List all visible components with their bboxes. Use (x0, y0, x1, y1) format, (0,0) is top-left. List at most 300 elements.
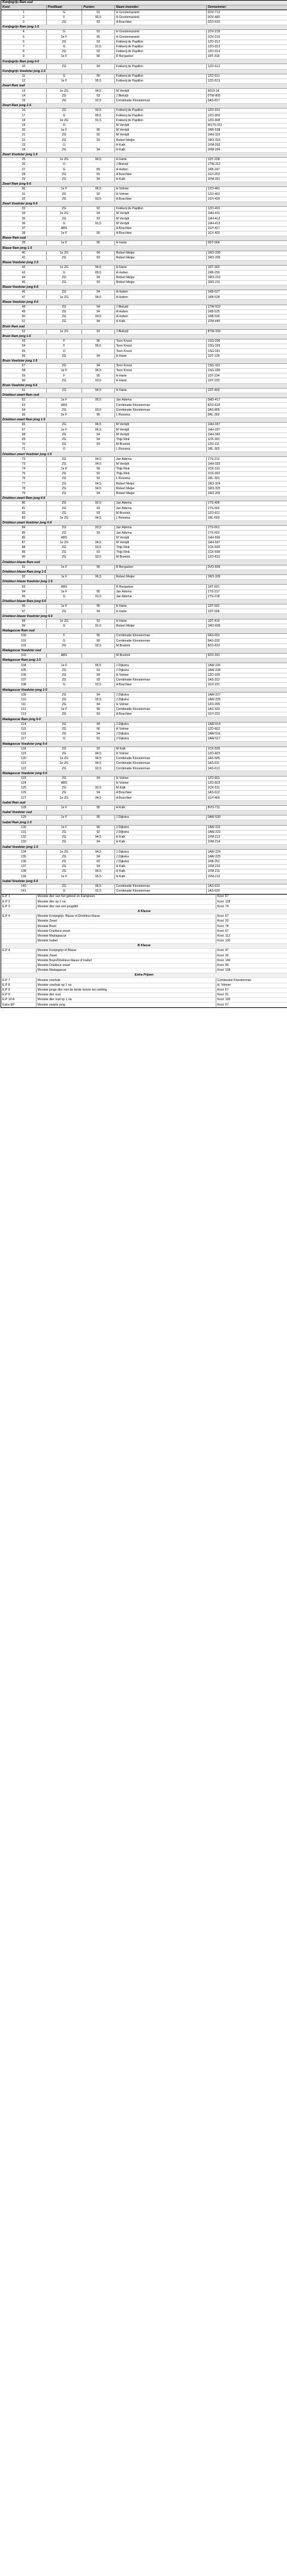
cell-kooi: 109 (1, 693, 46, 697)
prize-row (1, 924, 287, 929)
cell-oornummer: 1TW-312 (206, 162, 287, 167)
cell-punten: 92,5 (82, 697, 114, 702)
cell-naam: J Dijkstra (114, 737, 206, 742)
prize-description: Mooiste Madagascar (36, 968, 216, 973)
cell-kooi: 13 (1, 89, 46, 94)
section-title: Konijngrijs Ram jong 6-6 (1, 59, 287, 64)
table-row (1, 501, 287, 506)
section-header (1, 1, 287, 5)
cell-oornummer: 1ZO-602 (206, 727, 287, 732)
cell-oornummer: 1RO-606 (206, 624, 287, 628)
cell-oornummer: 1FM-210 (206, 865, 287, 869)
table-row (1, 781, 287, 786)
cell-naam: H Harte (114, 354, 206, 359)
cell-naam: M Verrijdt (114, 540, 206, 545)
table-row (1, 545, 287, 550)
cell-predikaat: ZG (46, 172, 82, 177)
cell-predikaat: 1e F (46, 604, 82, 609)
cell-kooi: 83 (1, 516, 46, 520)
cell-oornummer: 1ZO-314 (206, 49, 287, 54)
cell-oornummer: 1FM-214 (206, 840, 287, 845)
cell-punten: 93,5 (82, 766, 114, 771)
cell-punten: 95,5 (82, 398, 114, 403)
cell-kooi: 43 (1, 270, 46, 275)
col-header-naam: Naam Inzender: (114, 5, 206, 10)
cell-predikaat: ZG (46, 526, 82, 531)
section-title: Konijngrijs Voedster jong 1-5 (1, 69, 287, 74)
cell-punten: 94 (82, 148, 114, 152)
cell-oornummer: 1CK-101 (206, 467, 287, 471)
cell-punten: 94 (82, 354, 114, 359)
cell-punten: 91 (82, 30, 114, 35)
prize-description: Mooiste dier oud (36, 992, 216, 997)
cell-predikaat: ZG (46, 506, 82, 511)
table-row (1, 20, 287, 25)
cell-predikaat: 1e F (46, 428, 82, 432)
cell-oornummer: 0ZO-533 (206, 20, 287, 25)
section-title: Driekleur-blauw Voedster jong 1-5 (1, 580, 287, 585)
prize-group-title: A Klasse (1, 909, 287, 914)
table-row (1, 653, 287, 658)
cell-naam: Combinatie Kloosterman (114, 678, 206, 682)
cell-punten (82, 535, 114, 540)
cell-oornummer: 1HH-333 (206, 462, 287, 467)
cell-kooi: 100 (1, 634, 46, 639)
cell-naam: Fokkerij de Papillon (114, 206, 206, 211)
cell-oornummer: 1AW-224 (206, 850, 287, 854)
table-row (1, 491, 287, 496)
cell-naam: Robert Meijer (114, 255, 206, 260)
cell-naam: H Kalk (114, 805, 206, 810)
cell-punten: 94 (82, 776, 114, 781)
cell-naam: M Verrijdt (114, 216, 206, 221)
cell-naam: A Hutten (114, 167, 206, 172)
prize-code: E.P 8 (1, 983, 36, 988)
section-title: Blauw Voedster jong 1-5 (1, 260, 287, 265)
cell-punten: 92 (82, 329, 114, 334)
cell-punten: 94 (82, 437, 114, 442)
cell-punten: 93 (82, 712, 114, 717)
cell-punten: 96,5 (82, 574, 114, 579)
cell-naam: R Bergacker (114, 585, 206, 589)
cell-punten (82, 123, 114, 128)
cell-kooi: 71 (1, 447, 46, 452)
cell-kooi: 94 (1, 589, 46, 594)
cell-oornummer: 1DT-234 (206, 374, 287, 378)
cell-naam: H Harte (114, 378, 206, 383)
cell-oornummer: 1ZO-603 (206, 781, 287, 786)
cell-kooi: 58 (1, 369, 46, 374)
cell-predikaat: 1e F (46, 79, 82, 84)
cell-oornummer: 0AS-601 (206, 634, 287, 639)
cell-kooi: 16 (1, 109, 46, 113)
section-header (1, 182, 287, 186)
section-header (1, 845, 287, 850)
cell-oornummer: 1OV-219 (206, 35, 287, 40)
section-title: Zwart Ram jong 6-6 (1, 182, 287, 186)
cell-predikaat: ZG (46, 869, 82, 874)
cell-predikaat: ZG (46, 442, 82, 447)
cell-punten: 91,5 (82, 221, 114, 226)
table-row (1, 55, 287, 59)
cell-naam: H Kalk (114, 840, 206, 845)
table-row (1, 172, 287, 177)
cell-punten: 95 (82, 374, 114, 378)
prize-description: Mooiste voerbak op 1 na (36, 983, 216, 988)
cell-punten: 94 (82, 865, 114, 869)
cell-oornummer: 1ZO-610 (206, 555, 287, 560)
table-row (1, 751, 287, 756)
cell-naam: Robert Meijer (114, 138, 206, 143)
cell-predikaat: ABS (46, 226, 82, 231)
cell-predikaat: F (46, 344, 82, 349)
cell-kooi: 88 (1, 545, 46, 550)
cell-predikaat: 2e F (46, 413, 82, 417)
table-row (1, 428, 287, 432)
cell-predikaat: 1e F (46, 874, 82, 879)
cell-naam: L Roosma (114, 477, 206, 482)
cell-punten: 95 (82, 604, 114, 609)
section-title: Driekleur-blauw Ram oud (1, 560, 287, 565)
cell-naam: Thijs Rink (114, 467, 206, 471)
cell-kooi: 36 (1, 221, 46, 226)
cell-punten: 92 (82, 550, 114, 555)
cell-kooi: 5 (1, 35, 46, 40)
cell-predikaat: ZG (46, 668, 82, 673)
cell-naam: Combinatie Kloosterman (114, 408, 206, 413)
cell-oornummer: 0DT-904 (206, 241, 287, 246)
cell-punten: 94 (82, 840, 114, 845)
cell-punten: 92,5 (82, 643, 114, 648)
cell-kooi: 134 (1, 850, 46, 854)
prize-winner: Kooi: 30 (216, 953, 287, 958)
cell-oornummer: 1KB-526 (206, 315, 287, 320)
table-row (1, 604, 287, 609)
cell-predikaat: ZG (46, 555, 82, 560)
cell-punten: 95 (82, 467, 114, 471)
cell-naam: A Hutten (114, 309, 206, 314)
cell-kooi: 2 (1, 15, 46, 20)
cell-kooi: 120 (1, 756, 46, 761)
prize-winner: Kooi: 128 (216, 899, 287, 904)
cell-predikaat: ZG (46, 482, 82, 486)
cell-oornummer: 1KB-527 (206, 290, 287, 295)
cell-naam: Jan Adema (114, 398, 206, 403)
prize-winner: Kooi: 67 (216, 929, 287, 934)
cell-kooi: 81 (1, 506, 46, 511)
cell-predikaat: G (46, 30, 82, 35)
section-header (1, 452, 287, 457)
cell-punten: 92,5 (82, 501, 114, 506)
cell-predikaat: G (46, 167, 82, 172)
section-header (1, 285, 287, 290)
cell-predikaat: O (46, 143, 82, 148)
table-row (1, 683, 287, 688)
cell-naam: J Dijkstra (114, 668, 206, 673)
section-header (1, 520, 287, 525)
cell-predikaat: ZG (46, 830, 82, 835)
section-header (1, 771, 287, 776)
cell-kooi: 15 (1, 98, 46, 103)
prize-description: Mooiste zwarte jong (36, 1003, 216, 1007)
cell-oornummer: 1TS-217 (206, 589, 287, 594)
cell-punten: 96,5 (82, 428, 114, 432)
table-row (1, 825, 287, 830)
cell-punten: 95 (82, 231, 114, 236)
cell-oornummer: 1HH-337 (206, 423, 287, 428)
cell-naam: Toon Knoot (114, 363, 206, 368)
cell-kooi: 25 (1, 158, 46, 162)
cell-predikaat: 1e F (46, 589, 82, 594)
cell-naam: H Volmer (114, 187, 206, 192)
cell-naam: M Verrijdt (114, 535, 206, 540)
cell-punten: 94,5 (82, 295, 114, 300)
cell-kooi: 1 (1, 10, 46, 15)
cell-kooi: 106 (1, 673, 46, 678)
table-row (1, 830, 287, 835)
cell-kooi: 12 (1, 79, 46, 84)
cell-punten: 94 (82, 64, 114, 69)
table-row (1, 226, 287, 231)
cell-naam: Robert Meijer (114, 491, 206, 496)
cell-kooi: 114 (1, 722, 46, 727)
cell-punten: 94 (82, 791, 114, 796)
table-row (1, 865, 287, 869)
cell-punten: 93 (82, 40, 114, 44)
cell-punten: 93 (82, 506, 114, 511)
table-row (1, 467, 287, 471)
cell-kooi: 49 (1, 309, 46, 314)
section-header (1, 801, 287, 805)
cell-kooi: 99 (1, 624, 46, 628)
table-row (1, 369, 287, 374)
cell-oornummer: 1DT-233 (206, 378, 287, 383)
cell-punten: 94,5 (82, 835, 114, 839)
cell-naam: A Boschker (114, 796, 206, 801)
table-row (1, 585, 287, 589)
cell-predikaat: G (46, 683, 82, 688)
cell-predikaat: 1e ZG (46, 212, 82, 216)
cell-oornummer: 1RL-302 (206, 447, 287, 452)
cell-kooi: 90 (1, 555, 46, 560)
cell-naam: Robert Meijer (114, 280, 206, 285)
cell-kooi: 107 (1, 678, 46, 682)
cell-naam: L Roosma (114, 413, 206, 417)
prize-row (1, 968, 287, 973)
cell-punten: 95,5 (82, 663, 114, 668)
cell-kooi: 55 (1, 349, 46, 354)
section-title: Madagascar Ram jong 6-6 (1, 717, 287, 722)
prize-row (1, 998, 287, 1003)
table-row (1, 10, 287, 15)
cell-predikaat: ZG (46, 835, 82, 839)
section-title: Bruin Voedster jong 1-5 (1, 359, 287, 363)
prize-group-title: Extra Prijzen (1, 973, 287, 978)
cell-oornummer: 1AS-505 (206, 756, 287, 761)
table-row (1, 266, 287, 270)
cell-predikaat: ZG (46, 511, 82, 516)
prize-winner: Kooi: 67 (216, 1003, 287, 1007)
cell-kooi: 64 (1, 408, 46, 413)
section-title: Isabel Voedster jong 1-5 (1, 845, 287, 850)
cell-naam: Fokkerij de Papillon (114, 109, 206, 113)
cell-punten: 93 (82, 20, 114, 25)
cell-oornummer: 1RO-324 (206, 482, 287, 486)
cell-kooi: 8 (1, 49, 46, 54)
cell-oornummer: 0AS-805 (206, 408, 287, 413)
table-row (1, 64, 287, 69)
cell-punten: 94,5 (82, 158, 114, 162)
cell-naam: M Brunink (114, 442, 206, 447)
prize-description: Mooiste jonge dier met de beste bonen ten stelling (36, 988, 216, 992)
cell-punten (82, 653, 114, 658)
section-title: Blauw Ram jong 1-5 (1, 246, 287, 251)
cell-naam: M Verrijdt (114, 133, 206, 138)
table-row (1, 251, 287, 255)
table-row (1, 158, 287, 162)
cell-punten: 94,5 (82, 266, 114, 270)
cell-naam: Toon Knoot (114, 369, 206, 374)
cell-oornummer: 1DT-501 (206, 604, 287, 609)
cell-oornummer: 9AS-332 (206, 639, 287, 643)
cell-oornummer: 1FM-203 (206, 143, 287, 148)
table-row (1, 472, 287, 477)
cell-oornummer: 1RO-205 (206, 255, 287, 260)
cell-predikaat: ZG (46, 280, 82, 285)
cell-naam: J Dijkstra (114, 722, 206, 727)
cell-naam: Thijs Rink (114, 437, 206, 442)
cell-oornummer: 1FM-440 (206, 320, 287, 324)
cell-predikaat: 1e F (46, 574, 82, 579)
cell-oornummer: 1ZO-105 (206, 673, 287, 678)
prize-code (1, 963, 36, 968)
cell-kooi: 67 (1, 428, 46, 432)
cell-punten: 96,5 (82, 369, 114, 374)
cell-kooi: 65 (1, 413, 46, 417)
cell-oornummer: 1KB-247 (206, 167, 287, 172)
cell-kooi: 113 (1, 712, 46, 717)
cell-kooi: 75 (1, 472, 46, 477)
table-row (1, 98, 287, 103)
cell-predikaat: ZG (46, 751, 82, 756)
cell-punten: 91 (82, 737, 114, 742)
cell-predikaat: ZG (46, 545, 82, 550)
table-row (1, 756, 287, 761)
cell-kooi: 133 (1, 840, 46, 845)
section-header (1, 820, 287, 825)
cell-predikaat: ZG (46, 197, 82, 201)
prize-row (1, 978, 287, 983)
cell-oornummer: 1FM-204 (206, 148, 287, 152)
cell-punten: 91,5 (82, 683, 114, 688)
cell-kooi: 31 (1, 192, 46, 197)
cell-oornummer: 1AS-611 (206, 762, 287, 766)
cell-punten: 95 (82, 589, 114, 594)
cell-kooi: 60 (1, 378, 46, 383)
prize-row (1, 934, 287, 938)
cell-oornummer: 1SG-330 (206, 369, 287, 374)
cell-punten: 93 (82, 255, 114, 260)
cell-kooi: 80 (1, 501, 46, 506)
cell-kooi: 54 (1, 344, 46, 349)
cell-naam: Thijs Rink (114, 550, 206, 555)
cell-kooi: 112 (1, 708, 46, 712)
section-header (1, 879, 287, 884)
cell-punten: 91,5 (82, 594, 114, 599)
col-header-oornummer: Oornummer: (206, 5, 287, 10)
cell-kooi: 46 (1, 290, 46, 295)
prize-code: E.P 7 (1, 978, 36, 983)
section-title: Driekleur-blauw Ram jong 6-6 (1, 599, 287, 604)
table-row (1, 805, 287, 810)
cell-kooi: 22 (1, 138, 46, 143)
cell-predikaat: ZG (46, 315, 82, 320)
cell-kooi: 110 (1, 697, 46, 702)
cell-predikaat: ZG (46, 609, 82, 614)
prize-row (1, 929, 287, 934)
table-row (1, 786, 287, 791)
cell-punten: 91,5 (82, 624, 114, 628)
cell-kooi: 66 (1, 423, 46, 428)
section-title: Blauw Voedster jong 6-6 (1, 285, 287, 290)
cell-punten: 89,5 (82, 270, 114, 275)
section-title: Madagascar Ram jong 1-5 (1, 658, 287, 663)
cell-punten: 96 (82, 241, 114, 246)
prize-code: E.P 10 A (1, 998, 36, 1003)
cell-predikaat: O (46, 162, 82, 167)
cell-oornummer: W17S-011 (206, 123, 287, 128)
section-header (1, 742, 287, 747)
section-title: Driekleur-zwart Ram oud (1, 393, 287, 398)
cell-punten: 94,5 (82, 762, 114, 766)
table-row (1, 133, 287, 138)
cell-naam: Jan Adema (114, 531, 206, 535)
cell-naam: M Verrijdt (114, 128, 206, 133)
cell-naam: H Volmer (114, 702, 206, 707)
section-title: Isabel Voedster oud (1, 810, 287, 815)
cell-oornummer: 0OV-713 (206, 10, 287, 15)
table-row (1, 94, 287, 98)
cell-punten: 95 (82, 413, 114, 417)
table-row (1, 113, 287, 118)
cell-naam: Toon Knoot (114, 349, 206, 354)
cell-kooi: 61 (1, 388, 46, 393)
section-header (1, 560, 287, 565)
cell-predikaat: ZG (46, 109, 82, 113)
table-row (1, 437, 287, 442)
section-header (1, 359, 287, 363)
cell-punten: 94 (82, 673, 114, 678)
table-row (1, 305, 287, 309)
section-header (1, 103, 287, 108)
cell-predikaat: ZG (46, 423, 82, 428)
cell-predikaat: 1e F (46, 663, 82, 668)
cell-predikaat: G (46, 44, 82, 49)
cell-predikaat: ZG (46, 550, 82, 555)
cell-kooi: 135 (1, 854, 46, 859)
cell-naam: J Dijkstra (114, 859, 206, 864)
cell-predikaat: ZG (46, 776, 82, 781)
prize-winner: Kooi: 112 (216, 934, 287, 938)
prize-winner: Combinatie Kloosterman (216, 978, 287, 983)
cell-punten: 93 (82, 138, 114, 143)
prize-description: Mooiste dier van het geheel en Kampioen (36, 895, 216, 899)
cell-oornummer: 1AW-226 (206, 663, 287, 668)
table-row (1, 511, 287, 516)
prize-code (1, 938, 36, 943)
cell-oornummer: 1KB-250 (206, 270, 287, 275)
cell-naam: H Harte (114, 241, 206, 246)
